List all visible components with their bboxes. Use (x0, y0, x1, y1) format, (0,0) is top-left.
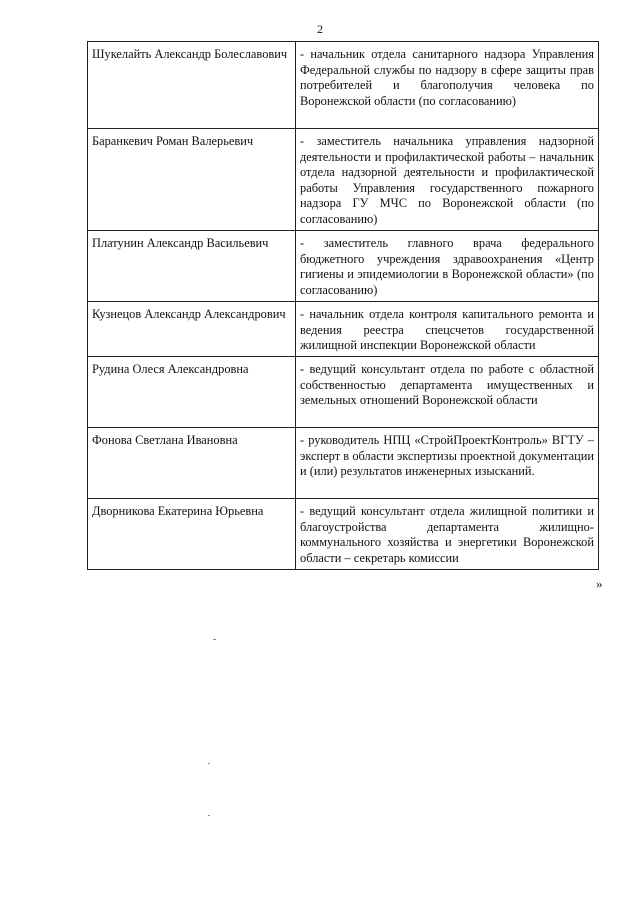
member-name: Фонова Светлана Ивановна (88, 428, 296, 499)
member-role: - ведущий консультант отдела по работе с областной собственностью департамента имущественных и земельных отношений Воронежской области (296, 357, 599, 428)
closing-quote-mark: » (596, 576, 603, 591)
table-row (88, 231, 599, 302)
scan-speck (208, 815, 210, 816)
member-role: - начальник отдела контроля капитального ремонта и ведения реестра спецсчетов государственной жилищной инспекции Воронежской области (296, 302, 599, 357)
member-role: - заместитель начальника управления надзорной деятельности и профилактической работы – начальник отдела надзорной деятельности и профилактической работы Управления государственного пожарного надзора ГУ МЧС по Воронежской области (по согласованию) (296, 129, 599, 231)
member-role: - ведущий консультант отдела жилищной политики и благоустройства департамента жилищно-коммунального хозяйства и энергетики Воронежской области – секретарь комиссии (296, 499, 599, 570)
scan-speck (208, 763, 210, 764)
member-name: Кузнецов Александр Александрович (88, 302, 296, 357)
page-number: 2 (317, 22, 323, 36)
member-role: - заместитель главного врача федерального бюджетного учреждения здравоохранения «Центр гигиены и эпидемиологии в Воронежской области» (по согласованию) (296, 231, 599, 302)
member-name: Рудина Олеся Александровна (88, 357, 296, 428)
table-row (88, 129, 599, 231)
member-name: Шукелайть Александр Болеславович (88, 42, 296, 129)
member-role: - начальник отдела санитарного надзора Управления Федеральной службы по надзору в сфере защиты прав потребителей и благополучия человека по Воронежской области (по согласованию) (296, 42, 599, 129)
member-name: Дворникова Екатерина Юрьевна (88, 499, 296, 570)
table-row (88, 357, 599, 428)
table-row (88, 428, 599, 499)
table-row (88, 499, 599, 570)
member-name: Баранкевич Роман Валерьевич (88, 129, 296, 231)
table-row (88, 302, 599, 357)
scan-speck (213, 639, 216, 640)
table-row (88, 42, 599, 129)
member-role: - руководитель НПЦ «СтройПроектКонтроль» ВГТУ – эксперт в области экспертизы проектной документации и (или) результатов инженерных изысканий. (296, 428, 599, 499)
commission-members-table (87, 41, 599, 570)
member-name: Платунин Александр Васильевич (88, 231, 296, 302)
